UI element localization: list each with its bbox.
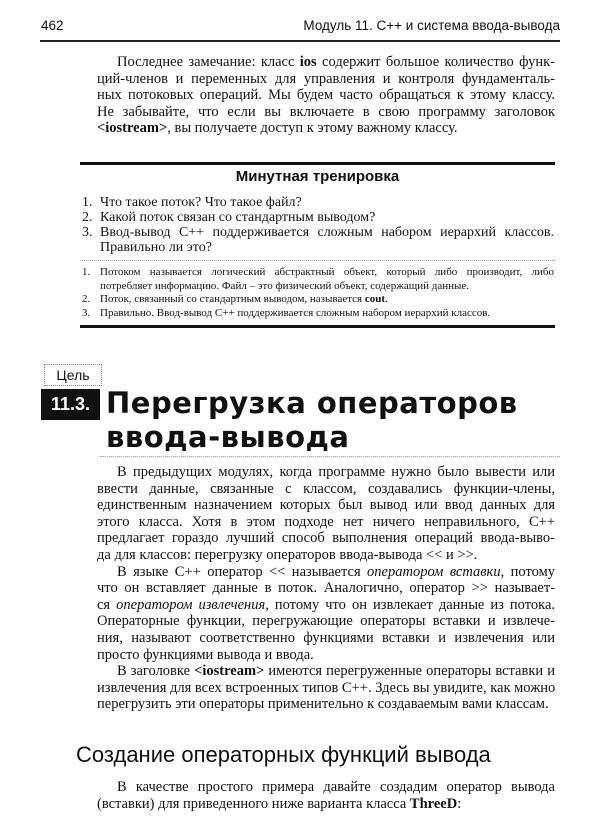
outro-paragraph (97, 779, 555, 812)
answer-number: 3. (82, 306, 91, 319)
text-segment: Не забывайте, что если вы включаете в свою программу заголовок (97, 103, 555, 120)
drill-answers (82, 266, 554, 320)
question-line (82, 195, 554, 210)
text-segment: <iostream> (194, 663, 265, 680)
question-text: Ввод-вывод С++ поддерживается сложным набором иерархий классов. (100, 225, 554, 240)
text-segment: да для классов: перегрузку операторов ввода-вывода << и >>. (97, 546, 478, 563)
text-line (97, 120, 555, 137)
text-segment: , потому что он извлекает данные из потока. (265, 596, 556, 613)
text-line (97, 680, 555, 697)
text-line (97, 481, 555, 498)
answer-line (82, 280, 554, 294)
running-title: Модуль 11. С++ и система ввода-вывода (303, 18, 560, 33)
text-segment: . (385, 293, 388, 305)
text-segment: cout (364, 293, 386, 305)
text-line (97, 597, 555, 614)
text-segment: ввести данные, связанные с классом, создавались функции-члены, (97, 480, 555, 497)
body-paragraphs (97, 464, 555, 713)
text-line (97, 87, 555, 104)
answer-line (82, 307, 554, 321)
text-segment: единственным назначением которых был вывод или ввод данных для (97, 497, 555, 514)
text-segment: этого класса. Хотя в этом подходе нет ничего неправильного, С++ (97, 513, 555, 530)
question-line (82, 240, 554, 255)
drill-bottom-rule (80, 325, 555, 328)
text-segment: извлечения для всех встроенных типов С++. Здесь вы увидите, как можно (97, 679, 556, 696)
text-segment: потребляет информацию. Файл – это физический объект, содержащий данные. (100, 279, 470, 292)
goal-number: 11.3. (41, 389, 100, 420)
question-number: 2. (82, 210, 93, 225)
text-segment: предлагает гораздо лучший способ выполнения операций ввода-выво- (97, 530, 555, 547)
text-segment: Операторные функции, перегружающие операторы вставки и извлече- (97, 613, 555, 630)
text-line (97, 464, 555, 481)
section-title-line2: ввода-вывода (106, 420, 350, 454)
answer-line (82, 266, 554, 280)
question-text: Правильно ли это? (100, 240, 212, 255)
text-segment: имеются перегруженные операторы вставки и (264, 663, 555, 680)
answer-number: 2. (82, 293, 91, 305)
section-title-rule (100, 456, 560, 457)
question-text: Что такое поток? Что такое файл? (100, 195, 302, 210)
text-segment: Поток, связанный со стандартным выводом, называется (100, 293, 365, 305)
text-segment: Последнее замечание: класс (117, 54, 300, 70)
section-title-line1: Перегрузка операторов (106, 386, 518, 420)
text-line (97, 630, 555, 647)
question-number: 1. (82, 195, 93, 210)
text-segment: , потому (500, 563, 556, 580)
text-segment: <iostream> (97, 120, 168, 137)
text-line (97, 613, 555, 630)
text-segment: (вставки) для приведенного ниже варианта класса (97, 795, 410, 812)
text-line (97, 580, 555, 597)
text-line (97, 104, 555, 121)
text-segment: : (457, 795, 462, 812)
answer-number: 1. (82, 266, 91, 278)
page-number: 462 (41, 18, 64, 33)
drill-title: Минутная тренировка (235, 168, 400, 185)
text-segment: , вы получаете доступ к этому важному классу. (167, 120, 458, 137)
text-segment: В заголовке (117, 663, 195, 680)
drill-divider (80, 260, 555, 261)
drill-questions (82, 195, 554, 255)
text-line (97, 71, 555, 88)
question-line (82, 210, 554, 225)
question-number: 3. (82, 225, 93, 240)
text-segment: Потоком называется логический абстрактный объект, который либо производит, либо (100, 266, 554, 278)
text-line (97, 663, 555, 680)
drill-top-rule (80, 162, 555, 165)
text-line (97, 497, 555, 514)
text-segment: содержит большое количество функ- (316, 54, 555, 70)
text-segment: просто функциями вывода и ввода. (97, 646, 314, 663)
text-segment: ThreeD (409, 795, 458, 812)
answer-line (82, 293, 554, 307)
text-segment: оператором вставки (367, 563, 501, 580)
text-segment: Правильно. Ввод-вывод С++ поддерживается сложным набором иерархий классов. (100, 306, 491, 319)
subheading: Создание операторных функций вывода (76, 742, 491, 767)
question-text: Какой поток связан со стандартным выводом? (100, 210, 376, 225)
text-line (97, 564, 555, 581)
text-line (97, 514, 555, 531)
text-line (97, 647, 555, 664)
intro-paragraph (97, 54, 555, 137)
text-segment: оператором извлечения (116, 596, 266, 613)
text-segment: В качестве простого примера давайте создадим оператор вывода (117, 779, 555, 795)
text-segment: В предыдущих модулях, когда программе нужно было вывести или (117, 464, 555, 480)
text-line (97, 530, 555, 547)
text-line (97, 54, 555, 71)
text-line (97, 796, 555, 813)
text-segment: что он вставляет данные в поток. Аналогично, оператор >> называет- (97, 580, 555, 597)
text-segment: ся (97, 596, 117, 613)
text-line (97, 779, 555, 796)
text-segment: ния, называют соответственно функциями вставки и извлечения или (97, 629, 555, 646)
text-segment: перегрузить эти операторы применительно к создаваемым вами классам. (97, 696, 549, 713)
text-line (97, 696, 555, 713)
text-segment: ных потоковых операций. Мы будем часто обращаться к этому классу. (97, 87, 555, 104)
text-line (97, 547, 555, 564)
text-segment: ios (299, 54, 317, 70)
goal-label: Цель (44, 364, 102, 386)
header-rule (40, 40, 560, 42)
text-segment: ций-членов и переменных для управления и контроля фундаменталь- (97, 70, 555, 87)
text-segment: В языке С++ оператор << называется (117, 563, 368, 580)
question-line (82, 225, 554, 240)
